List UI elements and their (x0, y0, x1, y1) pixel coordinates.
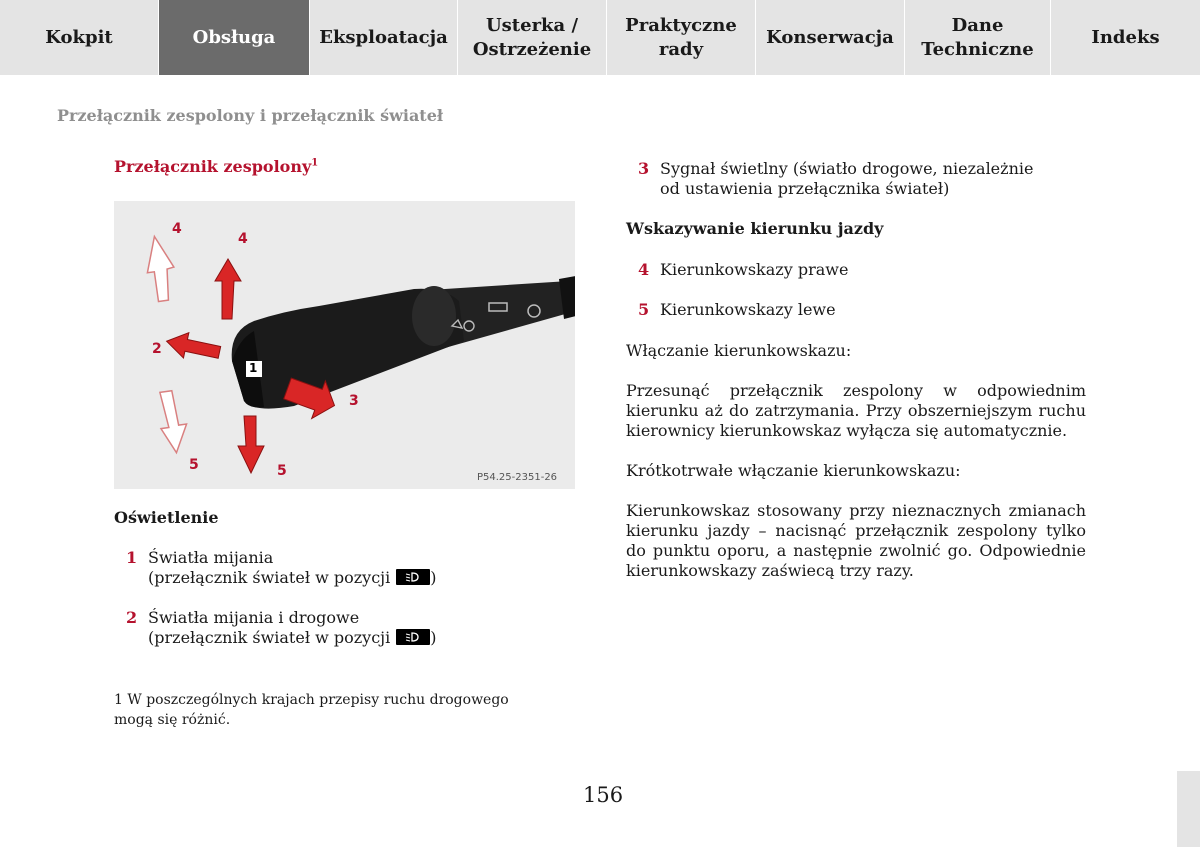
item-text-line2: (przełącznik świateł w pozycji ) (148, 628, 437, 647)
tab-indeks[interactable]: Indeks (1051, 0, 1200, 75)
list-item-5 (638, 300, 1058, 320)
turn-signal-heading: Wskazywanie kierunku jazdy (626, 219, 884, 238)
list-item-1 (126, 548, 546, 592)
paragraph-short-label: Krótkotrwałe włączanie kierunkowskazu: (626, 461, 961, 480)
lighting-heading: Oświetlenie (114, 508, 219, 527)
tab-usterka[interactable]: Usterka / Ostrzeżenie (458, 0, 607, 75)
edge-marker (1177, 771, 1200, 847)
list-item-3 (638, 159, 1058, 203)
low-beam-icon (396, 569, 430, 585)
item-number: 3 (638, 159, 650, 178)
paragraph-short: Kierunkowskaz stosowany przy nieznacznych zmianach kierunku jazdy – nacisnąć przełącznik zespolony tylko do punktu oporu, a następnie zwolnić go. Odpowiednie kierunkowskazy zaświecą trzy razy. (626, 501, 1086, 580)
callout-4-outline: 4 (172, 221, 182, 237)
tab-eksploatacja[interactable]: Eksploatacja (310, 0, 458, 75)
stalk-illustration (114, 201, 575, 489)
combination-switch-figure (114, 201, 575, 489)
item-text-line2: od ustawienia przełącznika świateł) (660, 179, 950, 198)
list-item-2 (126, 608, 546, 652)
item-number: 4 (638, 260, 650, 279)
item-text-line2: (przełącznik świateł w pozycji ) (148, 568, 437, 587)
low-beam-icon (396, 629, 430, 645)
tab-praktyczne-rady[interactable]: Praktyczne rady (607, 0, 756, 75)
callout-4: 4 (238, 231, 248, 247)
item-number: 1 (126, 548, 138, 567)
item-number: 5 (638, 300, 650, 319)
footnote-mark: 1 (311, 157, 319, 169)
combination-switch-heading: Przełącznik zespolony$^1$ (114, 157, 319, 176)
item-text: Kierunkowskazy prawe (660, 260, 849, 279)
callout-1: 1 (249, 361, 258, 375)
paragraph-turn-on: Przesunąć przełącznik zespolony w odpowiednim kierunku aż do zatrzymania. Przy obszerniejszym ruchu kierownicy kierunkowskaz wyłącza się automatycznie. (626, 381, 1086, 440)
tab-konserwacja[interactable]: Konserwacja (756, 0, 905, 75)
paragraph-turn-on-label: Włączanie kierunkowskazu: (626, 341, 852, 360)
page-number: 156 (583, 783, 624, 807)
item-text: Sygnał świetlny (światło drogowe, niezależnie (660, 159, 1034, 178)
item-text: Światła mijania (148, 548, 274, 567)
list-item-4 (638, 260, 1058, 280)
item-number: 2 (126, 608, 138, 627)
callout-5-outline: 5 (189, 457, 199, 473)
chapter-tabs (0, 0, 1200, 75)
item-text: Światła mijania i drogowe (148, 608, 360, 627)
tab-kokpit[interactable]: Kokpit (0, 0, 159, 75)
callout-2: 2 (152, 341, 162, 357)
footnote: 1 W poszczególnych krajach przepisy ruchu drogowego mogą się różnić. (114, 692, 509, 728)
callout-3: 3 (349, 393, 359, 409)
callout-5: 5 (277, 463, 287, 479)
tab-obsluga[interactable]: Obsługa (159, 0, 310, 75)
tab-dane-techniczne[interactable]: Dane Techniczne (905, 0, 1051, 75)
figure-code: P54.25-2351-26 (477, 472, 558, 483)
section-title: Przełącznik zespolony i przełącznik świateł (57, 106, 444, 125)
item-text: Kierunkowskazy lewe (660, 300, 836, 319)
